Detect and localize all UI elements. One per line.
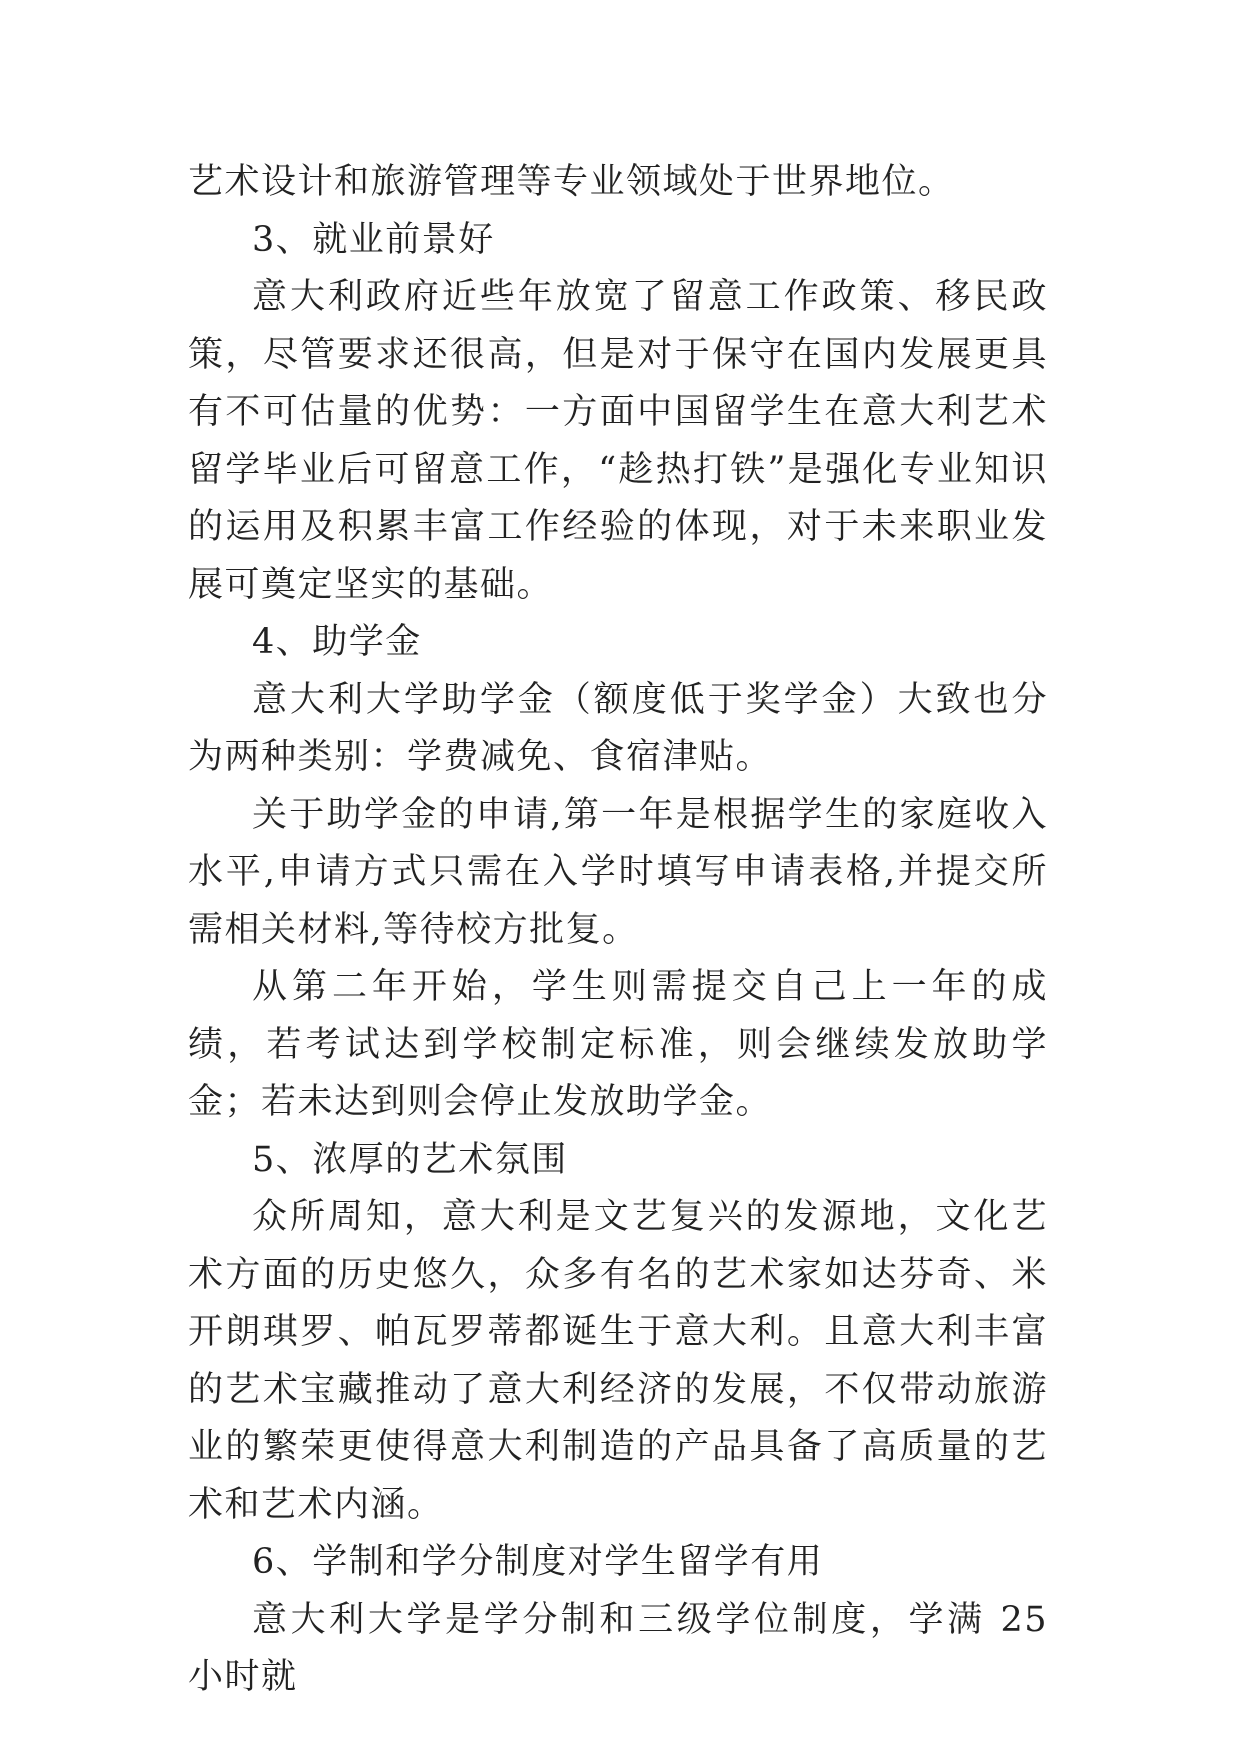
heading-credit-system: 6、学制和学分制度对学生留学有用 [252, 1542, 824, 1582]
paragraph-grant-second-year: 从第二年开始，学生则需提交自己上一年的成绩，若考试达到学校制定标准，则会继续发放助学金；若未达到则会停止发放助学金。 [188, 967, 1048, 1122]
paragraph-art-atmosphere: 众所周知，意大利是文艺复兴的发源地，文化艺术方面的历史悠久，众多有名的艺术家如达芬奇、米开朗琪罗、帕瓦罗蒂都诞生于意大利。且意大利丰富的艺术宝藏推动了意大利经济的发展，不仅带动旅游业的繁荣更使得意大利制造的产品具备了高质量的艺术和艺术内涵。 [188, 1197, 1048, 1525]
heading-grants: 4、助学金 [252, 622, 422, 662]
paragraph-grant-types: 意大利大学助学金（额度低于奖学金）大致也分为两种类别：学费减免、食宿津贴。 [188, 679, 1048, 777]
document-body [188, 154, 1048, 1707]
heading-art-atmosphere: 5、浓厚的艺术氛围 [252, 1139, 568, 1180]
paragraph-employment: 意大利政府近些年放宽了留意工作政策、移民政策，尽管要求还很高，但是对于保守在国内发展更具有不可估量的优势：一方面中国留学生在意大利艺术留学毕业后可留意工作，“趁热打铁”是强化专业知识的运用及积累丰富工作经验的体现，对于未来职业发展可奠定坚实的基础。 [188, 277, 1048, 605]
heading-employment-prospects: 3、就业前景好 [252, 219, 495, 260]
paragraph-continuation: 艺术设计和旅游管理等专业领域处于世界地位。 [188, 162, 955, 202]
paragraph-grant-application: 关于助学金的申请,第一年是根据学生的家庭收入水平,申请方式只需在入学时填写申请表格,并提交所需相关材料,等待校方批复。 [188, 794, 1048, 950]
paragraph-credit-system: 意大利大学是学分制和三级学位制度，学满 25 小时就 [188, 1599, 1048, 1697]
